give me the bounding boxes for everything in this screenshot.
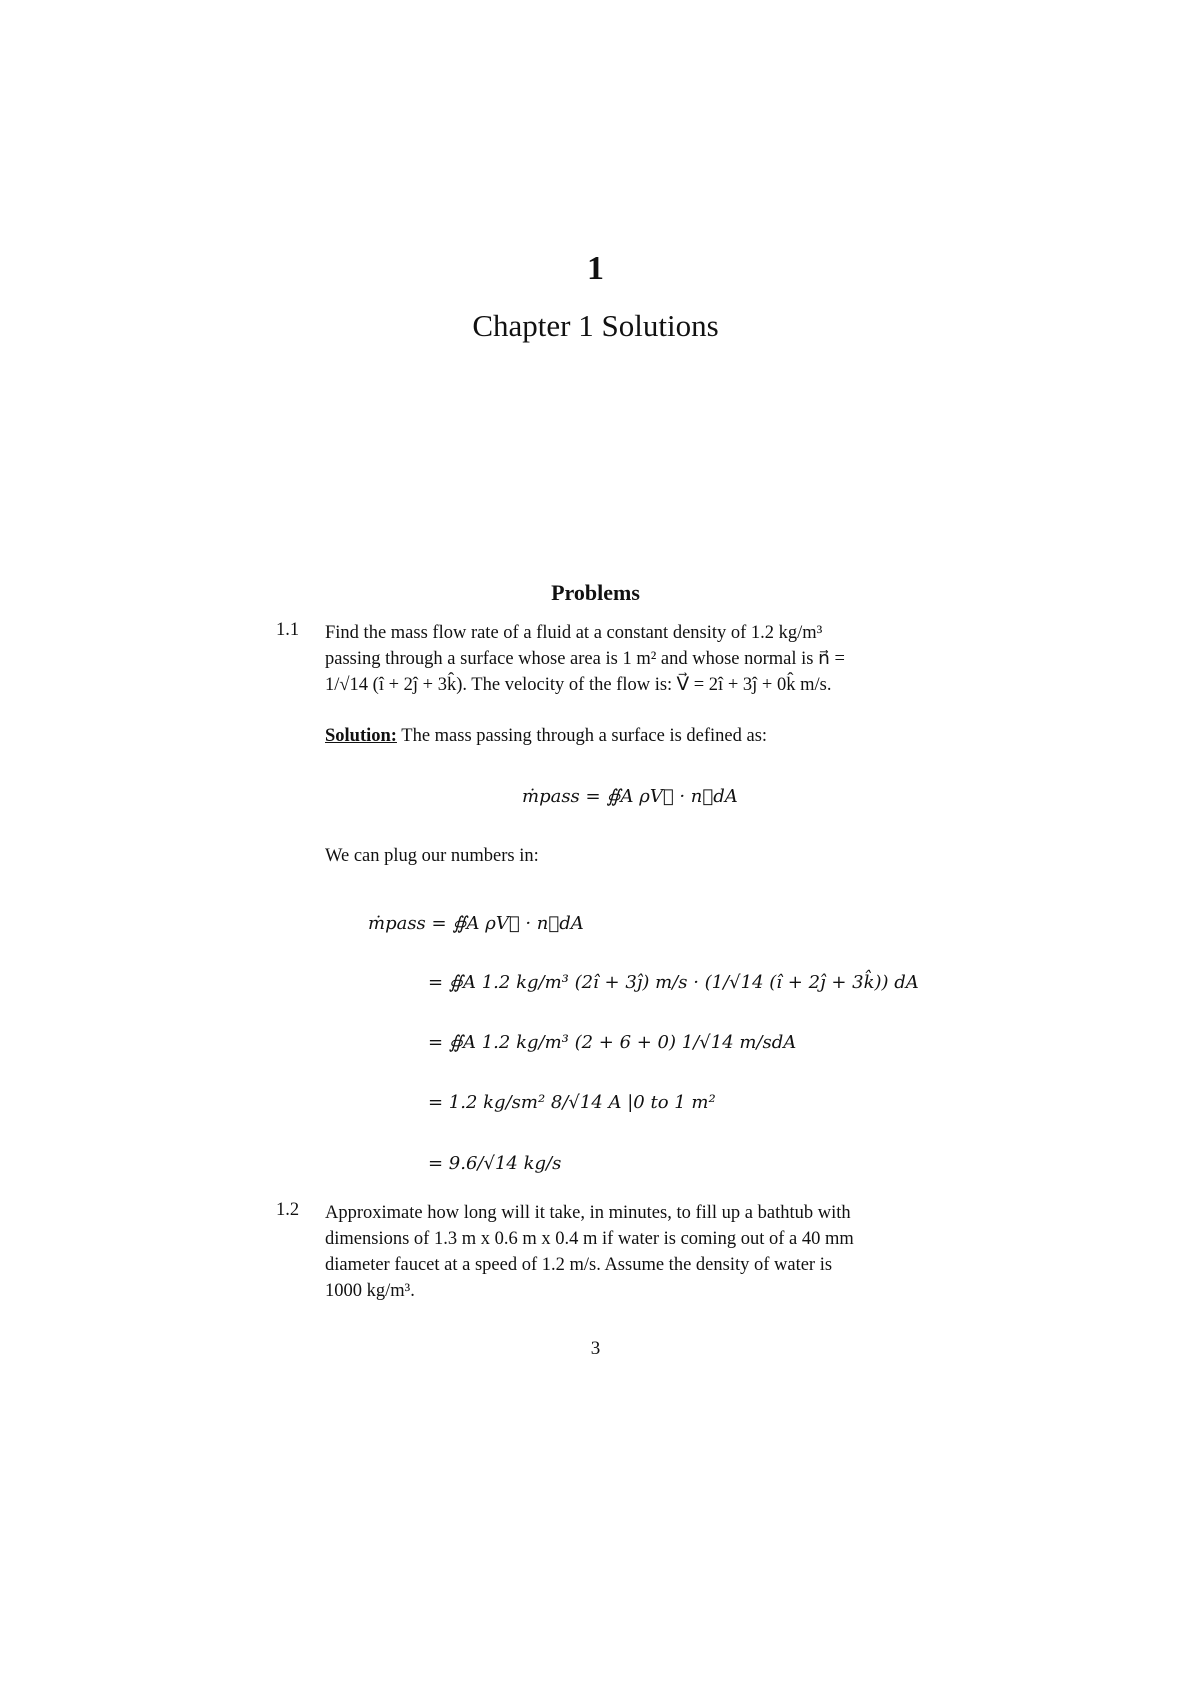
solution-label: Solution: <box>325 726 397 746</box>
page-number: 3 <box>590 1338 601 1359</box>
equation-step: = ∯A 1.2 kg/m³ (2 + 6 + 0) 1/√14 m/sdA <box>428 1032 797 1053</box>
problem-line: 1000 kg/m³. <box>325 1281 415 1301</box>
problem-line: Approximate how long will it take, in minutes, to fill up a bathtub with <box>325 1203 851 1223</box>
problem-line: Find the mass flow rate of a fluid at a constant density of 1.2 kg/m³ <box>325 623 823 643</box>
chapter-number: 1 <box>587 250 604 287</box>
equation-step: = 1.2 kg/sm² 8/√14 A |0 to 1 m² <box>428 1092 716 1113</box>
chapter-title: Chapter 1 Solutions <box>472 308 719 343</box>
definition-equation: ṁpass = ∯A ρV⃗ · n⃗dA <box>522 786 738 807</box>
problem-line: dimensions of 1.3 m x 0.6 m x 0.4 m if water is coming out of a 40 mm <box>325 1229 854 1249</box>
plug-in-text: We can plug our numbers in: <box>325 846 539 866</box>
equation-step: = 9.6/√14 kg/s <box>428 1153 562 1174</box>
equation-step: ṁpass = ∯A ρV⃗ · n⃗dA <box>368 913 584 934</box>
equation-step: = ∯A 1.2 kg/m³ (2î + 3ĵ) m/s · (1/√14 (î + 2ĵ + 3k̂)) dA <box>428 972 919 993</box>
problem-statement <box>325 1200 905 1304</box>
solution-intro: The mass passing through a surface is defined as: <box>401 726 768 746</box>
problem-statement <box>325 620 905 698</box>
section-title: Problems <box>551 580 640 605</box>
problem-number: 1.1 <box>276 620 300 640</box>
problem-line: diameter faucet at a speed of 1.2 m/s. Assume the density of water is <box>325 1255 833 1275</box>
problem-number: 1.2 <box>276 1200 300 1220</box>
problem-line: 1/√14 (î + 2ĵ + 3k̂). The velocity of the flow is: V⃗ = 2î + 3ĵ + 0k̂ m/s. <box>325 675 832 695</box>
solution-intro-paragraph <box>325 723 905 749</box>
problem-line: passing through a surface whose area is 1 m² and whose normal is n⃗ = <box>325 649 845 669</box>
